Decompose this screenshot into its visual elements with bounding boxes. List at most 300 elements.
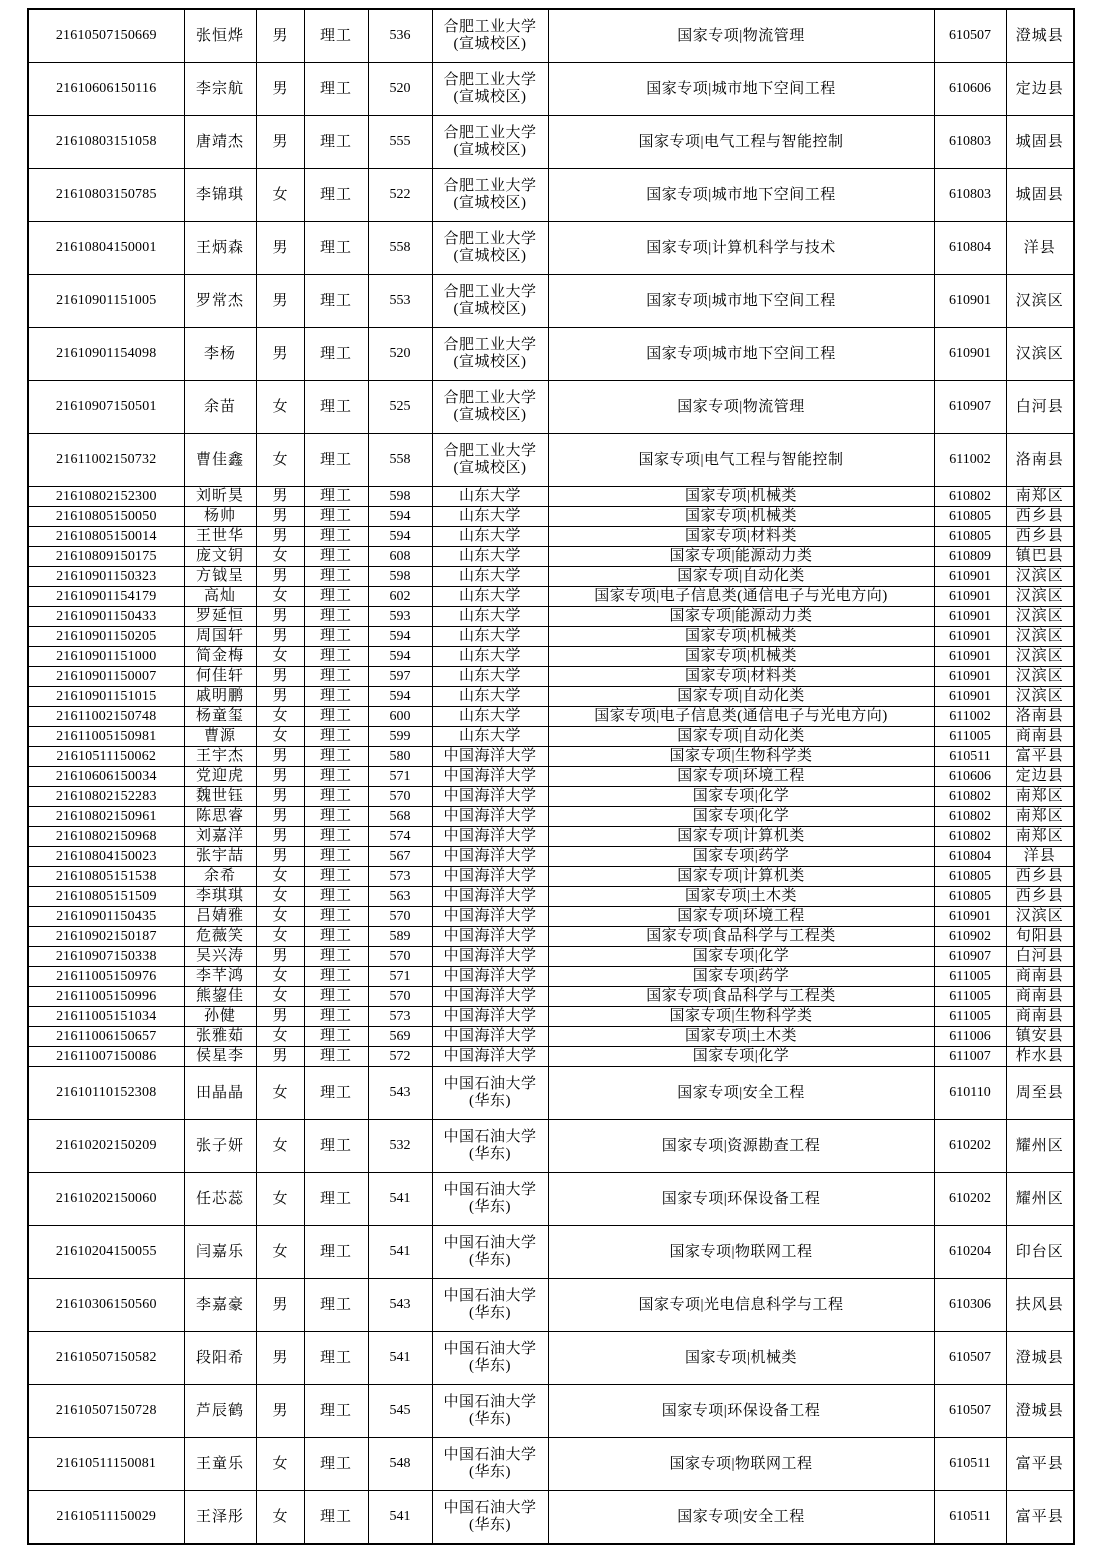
score-cell: 553 bbox=[368, 275, 432, 328]
university-name-line1: 合肥工业大学 bbox=[443, 443, 537, 460]
university-cell: 中国海洋大学 bbox=[432, 1007, 548, 1027]
candidate-name-cell: 李琪琪 bbox=[184, 887, 256, 907]
score-cell: 571 bbox=[368, 967, 432, 987]
candidate-sex-cell: 男 bbox=[256, 787, 304, 807]
district-name-cell: 商南县 bbox=[1006, 1007, 1074, 1027]
candidate-sex-cell: 女 bbox=[256, 169, 304, 222]
candidate-id-cell: 21610805151509 bbox=[28, 887, 184, 907]
score-cell: 594 bbox=[368, 627, 432, 647]
major-cell: 国家专项|安全工程 bbox=[548, 1067, 934, 1120]
district-code-cell: 610202 bbox=[934, 1173, 1006, 1226]
major-cell: 国家专项|化学 bbox=[548, 787, 934, 807]
score-cell: 543 bbox=[368, 1279, 432, 1332]
candidate-sex-cell: 男 bbox=[256, 63, 304, 116]
major-cell: 国家专项|环保设备工程 bbox=[548, 1385, 934, 1438]
university-cell: 山东大学 bbox=[432, 707, 548, 727]
table-row bbox=[28, 967, 1074, 987]
district-name-cell: 洋县 bbox=[1006, 847, 1074, 867]
candidate-name-cell: 侯星李 bbox=[184, 1047, 256, 1067]
university-cell bbox=[432, 1438, 548, 1491]
candidate-id-cell: 21610202150209 bbox=[28, 1120, 184, 1173]
candidate-name-cell: 吴兴涛 bbox=[184, 947, 256, 967]
score-cell: 602 bbox=[368, 587, 432, 607]
table-row bbox=[28, 63, 1074, 116]
major-cell: 国家专项|机械类 bbox=[548, 487, 934, 507]
candidate-id-cell: 21610901151000 bbox=[28, 647, 184, 667]
district-name-cell: 富平县 bbox=[1006, 747, 1074, 767]
candidate-sex-cell: 男 bbox=[256, 1332, 304, 1385]
candidate-name-cell: 李宗航 bbox=[184, 63, 256, 116]
university-cell: 中国海洋大学 bbox=[432, 987, 548, 1007]
candidate-sex-cell: 男 bbox=[256, 627, 304, 647]
table-row bbox=[28, 767, 1074, 787]
district-code-cell: 611006 bbox=[934, 1027, 1006, 1047]
score-cell: 572 bbox=[368, 1047, 432, 1067]
district-code-cell: 610511 bbox=[934, 747, 1006, 767]
candidate-id-cell: 21610901151005 bbox=[28, 275, 184, 328]
district-code-cell: 610507 bbox=[934, 9, 1006, 63]
candidate-id-cell: 21611005150996 bbox=[28, 987, 184, 1007]
score-cell: 580 bbox=[368, 747, 432, 767]
subject-type-cell: 理工 bbox=[304, 807, 368, 827]
university-name-line1: 合肥工业大学 bbox=[443, 178, 537, 195]
table-body bbox=[28, 9, 1074, 1544]
subject-type-cell: 理工 bbox=[304, 887, 368, 907]
candidate-name-cell: 危薇笑 bbox=[184, 927, 256, 947]
university-name-line2: (华东) bbox=[469, 1358, 511, 1374]
score-cell: 567 bbox=[368, 847, 432, 867]
score-cell: 520 bbox=[368, 63, 432, 116]
table-row bbox=[28, 727, 1074, 747]
candidate-id-cell: 21610802152300 bbox=[28, 487, 184, 507]
score-cell: 536 bbox=[368, 9, 432, 63]
candidate-name-cell: 芦辰鹤 bbox=[184, 1385, 256, 1438]
table-row bbox=[28, 567, 1074, 587]
district-code-cell: 610901 bbox=[934, 328, 1006, 381]
subject-type-cell: 理工 bbox=[304, 567, 368, 587]
subject-type-cell: 理工 bbox=[304, 767, 368, 787]
major-cell: 国家专项|能源动力类 bbox=[548, 547, 934, 567]
candidate-id-cell: 21610805150050 bbox=[28, 507, 184, 527]
subject-type-cell: 理工 bbox=[304, 787, 368, 807]
candidate-sex-cell: 男 bbox=[256, 116, 304, 169]
candidate-sex-cell: 女 bbox=[256, 1027, 304, 1047]
district-name-cell: 商南县 bbox=[1006, 967, 1074, 987]
candidate-name-cell: 党迎虎 bbox=[184, 767, 256, 787]
district-code-cell: 610809 bbox=[934, 547, 1006, 567]
subject-type-cell: 理工 bbox=[304, 434, 368, 487]
candidate-id-cell: 21610511150081 bbox=[28, 1438, 184, 1491]
subject-type-cell: 理工 bbox=[304, 607, 368, 627]
district-code-cell: 610306 bbox=[934, 1279, 1006, 1332]
major-cell: 国家专项|自动化类 bbox=[548, 567, 934, 587]
candidate-id-cell: 21611002150732 bbox=[28, 434, 184, 487]
university-cell bbox=[432, 116, 548, 169]
score-cell: 541 bbox=[368, 1173, 432, 1226]
score-cell: 532 bbox=[368, 1120, 432, 1173]
table-row bbox=[28, 907, 1074, 927]
candidate-sex-cell: 女 bbox=[256, 927, 304, 947]
district-name-cell: 洛南县 bbox=[1006, 434, 1074, 487]
district-name-cell: 定边县 bbox=[1006, 63, 1074, 116]
candidate-id-cell: 21610802152283 bbox=[28, 787, 184, 807]
university-name-line2: (宣城校区) bbox=[453, 301, 527, 317]
university-cell bbox=[432, 1332, 548, 1385]
subject-type-cell: 理工 bbox=[304, 1438, 368, 1491]
candidate-sex-cell: 女 bbox=[256, 1120, 304, 1173]
district-name-cell: 汉滨区 bbox=[1006, 667, 1074, 687]
candidate-name-cell: 孙健 bbox=[184, 1007, 256, 1027]
table-row bbox=[28, 527, 1074, 547]
university-cell bbox=[432, 63, 548, 116]
university-name-line1: 中国石油大学 bbox=[443, 1288, 537, 1305]
university-cell: 中国海洋大学 bbox=[432, 847, 548, 867]
major-cell: 国家专项|机械类 bbox=[548, 627, 934, 647]
candidate-name-cell: 庞文钥 bbox=[184, 547, 256, 567]
subject-type-cell: 理工 bbox=[304, 116, 368, 169]
university-name-line1: 合肥工业大学 bbox=[443, 390, 537, 407]
district-code-cell: 610901 bbox=[934, 567, 1006, 587]
university-cell bbox=[432, 275, 548, 328]
candidate-name-cell: 杨帅 bbox=[184, 507, 256, 527]
candidate-name-cell: 段阳希 bbox=[184, 1332, 256, 1385]
candidate-sex-cell: 女 bbox=[256, 1491, 304, 1545]
table-row bbox=[28, 9, 1074, 63]
table-row bbox=[28, 1027, 1074, 1047]
university-cell: 山东大学 bbox=[432, 647, 548, 667]
university-cell: 山东大学 bbox=[432, 587, 548, 607]
major-cell: 国家专项|机械类 bbox=[548, 1332, 934, 1385]
subject-type-cell: 理工 bbox=[304, 169, 368, 222]
university-cell bbox=[432, 1279, 548, 1332]
major-cell: 国家专项|电子信息类(通信电子与光电方向) bbox=[548, 707, 934, 727]
university-cell: 中国海洋大学 bbox=[432, 767, 548, 787]
major-cell: 国家专项|化学 bbox=[548, 807, 934, 827]
major-cell: 国家专项|计算机科学与技术 bbox=[548, 222, 934, 275]
candidate-id-cell: 21610901150205 bbox=[28, 627, 184, 647]
candidate-name-cell: 王泽彤 bbox=[184, 1491, 256, 1545]
table-row bbox=[28, 222, 1074, 275]
table-row bbox=[28, 169, 1074, 222]
candidate-id-cell: 21611005151034 bbox=[28, 1007, 184, 1027]
candidate-id-cell: 21610110152308 bbox=[28, 1067, 184, 1120]
candidate-name-cell: 魏世钰 bbox=[184, 787, 256, 807]
university-cell: 中国海洋大学 bbox=[432, 1047, 548, 1067]
table-row bbox=[28, 1279, 1074, 1332]
score-cell: 570 bbox=[368, 947, 432, 967]
district-code-cell: 610901 bbox=[934, 587, 1006, 607]
subject-type-cell: 理工 bbox=[304, 1332, 368, 1385]
admission-results-sheet bbox=[0, 8, 1103, 1533]
candidate-sex-cell: 女 bbox=[256, 887, 304, 907]
university-cell bbox=[432, 1385, 548, 1438]
candidate-sex-cell: 男 bbox=[256, 667, 304, 687]
university-cell: 山东大学 bbox=[432, 687, 548, 707]
subject-type-cell: 理工 bbox=[304, 987, 368, 1007]
district-name-cell: 澄城县 bbox=[1006, 9, 1074, 63]
table-row bbox=[28, 947, 1074, 967]
subject-type-cell: 理工 bbox=[304, 1067, 368, 1120]
district-name-cell: 扶风县 bbox=[1006, 1279, 1074, 1332]
subject-type-cell: 理工 bbox=[304, 587, 368, 607]
district-name-cell: 印台区 bbox=[1006, 1226, 1074, 1279]
district-code-cell: 610805 bbox=[934, 507, 1006, 527]
university-name-line2: (华东) bbox=[469, 1305, 511, 1321]
university-cell bbox=[432, 434, 548, 487]
candidate-sex-cell: 男 bbox=[256, 747, 304, 767]
candidate-sex-cell: 女 bbox=[256, 1067, 304, 1120]
candidate-id-cell: 21610804150001 bbox=[28, 222, 184, 275]
university-name-line2: (华东) bbox=[469, 1517, 511, 1533]
major-cell: 国家专项|环境工程 bbox=[548, 767, 934, 787]
district-code-cell: 611002 bbox=[934, 707, 1006, 727]
university-cell bbox=[432, 1120, 548, 1173]
candidate-name-cell: 王童乐 bbox=[184, 1438, 256, 1491]
score-cell: 594 bbox=[368, 507, 432, 527]
district-code-cell: 610507 bbox=[934, 1385, 1006, 1438]
subject-type-cell: 理工 bbox=[304, 547, 368, 567]
candidate-sex-cell: 男 bbox=[256, 9, 304, 63]
candidate-name-cell: 张子妍 bbox=[184, 1120, 256, 1173]
admission-results-table bbox=[27, 8, 1075, 1545]
university-cell: 中国海洋大学 bbox=[432, 1027, 548, 1047]
district-code-cell: 610901 bbox=[934, 275, 1006, 328]
table-row bbox=[28, 381, 1074, 434]
candidate-name-cell: 李锦琪 bbox=[184, 169, 256, 222]
major-cell: 国家专项|物流管理 bbox=[548, 381, 934, 434]
district-code-cell: 610805 bbox=[934, 887, 1006, 907]
candidate-name-cell: 熊鋆佳 bbox=[184, 987, 256, 1007]
candidate-id-cell: 21610809150175 bbox=[28, 547, 184, 567]
score-cell: 543 bbox=[368, 1067, 432, 1120]
score-cell: 570 bbox=[368, 907, 432, 927]
candidate-sex-cell: 男 bbox=[256, 1047, 304, 1067]
candidate-sex-cell: 女 bbox=[256, 1438, 304, 1491]
candidate-sex-cell: 男 bbox=[256, 1279, 304, 1332]
candidate-id-cell: 21610907150338 bbox=[28, 947, 184, 967]
candidate-sex-cell: 女 bbox=[256, 381, 304, 434]
candidate-id-cell: 21610511150029 bbox=[28, 1491, 184, 1545]
district-code-cell: 610802 bbox=[934, 487, 1006, 507]
subject-type-cell: 理工 bbox=[304, 927, 368, 947]
candidate-name-cell: 田晶晶 bbox=[184, 1067, 256, 1120]
major-cell: 国家专项|城市地下空间工程 bbox=[548, 169, 934, 222]
district-code-cell: 610511 bbox=[934, 1438, 1006, 1491]
district-code-cell: 610901 bbox=[934, 627, 1006, 647]
district-name-cell: 汉滨区 bbox=[1006, 907, 1074, 927]
table-row bbox=[28, 827, 1074, 847]
district-name-cell: 定边县 bbox=[1006, 767, 1074, 787]
district-code-cell: 610802 bbox=[934, 827, 1006, 847]
candidate-name-cell: 吕婧雅 bbox=[184, 907, 256, 927]
candidate-id-cell: 21610306150560 bbox=[28, 1279, 184, 1332]
candidate-name-cell: 周国轩 bbox=[184, 627, 256, 647]
table-row bbox=[28, 867, 1074, 887]
subject-type-cell: 理工 bbox=[304, 847, 368, 867]
major-cell: 国家专项|电气工程与智能控制 bbox=[548, 434, 934, 487]
district-code-cell: 610606 bbox=[934, 63, 1006, 116]
district-name-cell: 汉滨区 bbox=[1006, 275, 1074, 328]
university-cell bbox=[432, 1491, 548, 1545]
district-name-cell: 澄城县 bbox=[1006, 1332, 1074, 1385]
university-name-line1: 中国石油大学 bbox=[443, 1447, 537, 1464]
major-cell: 国家专项|药学 bbox=[548, 847, 934, 867]
major-cell: 国家专项|城市地下空间工程 bbox=[548, 63, 934, 116]
major-cell: 国家专项|化学 bbox=[548, 1047, 934, 1067]
candidate-sex-cell: 男 bbox=[256, 222, 304, 275]
candidate-sex-cell: 女 bbox=[256, 727, 304, 747]
university-cell: 中国海洋大学 bbox=[432, 827, 548, 847]
candidate-id-cell: 21610901154098 bbox=[28, 328, 184, 381]
university-name-line2: (宣城校区) bbox=[453, 89, 527, 105]
table-row bbox=[28, 647, 1074, 667]
candidate-id-cell: 21610204150055 bbox=[28, 1226, 184, 1279]
university-name-line1: 合肥工业大学 bbox=[443, 19, 537, 36]
major-cell: 国家专项|电气工程与智能控制 bbox=[548, 116, 934, 169]
major-cell: 国家专项|安全工程 bbox=[548, 1491, 934, 1545]
candidate-id-cell: 21610907150501 bbox=[28, 381, 184, 434]
district-code-cell: 610902 bbox=[934, 927, 1006, 947]
university-cell: 中国海洋大学 bbox=[432, 747, 548, 767]
district-name-cell: 南郑区 bbox=[1006, 827, 1074, 847]
table-row bbox=[28, 487, 1074, 507]
subject-type-cell: 理工 bbox=[304, 747, 368, 767]
candidate-id-cell: 21610606150116 bbox=[28, 63, 184, 116]
candidate-sex-cell: 男 bbox=[256, 947, 304, 967]
candidate-id-cell: 21610805150014 bbox=[28, 527, 184, 547]
score-cell: 558 bbox=[368, 434, 432, 487]
candidate-name-cell: 罗常杰 bbox=[184, 275, 256, 328]
district-code-cell: 610907 bbox=[934, 947, 1006, 967]
candidate-name-cell: 简金梅 bbox=[184, 647, 256, 667]
district-name-cell: 城固县 bbox=[1006, 169, 1074, 222]
score-cell: 525 bbox=[368, 381, 432, 434]
table-row bbox=[28, 434, 1074, 487]
university-cell: 山东大学 bbox=[432, 627, 548, 647]
candidate-name-cell: 曹源 bbox=[184, 727, 256, 747]
table-row bbox=[28, 607, 1074, 627]
subject-type-cell: 理工 bbox=[304, 687, 368, 707]
subject-type-cell: 理工 bbox=[304, 667, 368, 687]
candidate-sex-cell: 男 bbox=[256, 527, 304, 547]
major-cell: 国家专项|电子信息类(通信电子与光电方向) bbox=[548, 587, 934, 607]
candidate-sex-cell: 女 bbox=[256, 1173, 304, 1226]
district-name-cell: 西乡县 bbox=[1006, 507, 1074, 527]
major-cell: 国家专项|能源动力类 bbox=[548, 607, 934, 627]
candidate-sex-cell: 男 bbox=[256, 275, 304, 328]
score-cell: 594 bbox=[368, 687, 432, 707]
candidate-sex-cell: 男 bbox=[256, 328, 304, 381]
major-cell: 国家专项|自动化类 bbox=[548, 687, 934, 707]
district-code-cell: 610805 bbox=[934, 867, 1006, 887]
major-cell: 国家专项|城市地下空间工程 bbox=[548, 328, 934, 381]
district-name-cell: 洋县 bbox=[1006, 222, 1074, 275]
district-name-cell: 镇巴县 bbox=[1006, 547, 1074, 567]
major-cell: 国家专项|机械类 bbox=[548, 647, 934, 667]
district-code-cell: 611002 bbox=[934, 434, 1006, 487]
university-name-line2: (华东) bbox=[469, 1146, 511, 1162]
district-code-cell: 610202 bbox=[934, 1120, 1006, 1173]
university-cell: 山东大学 bbox=[432, 727, 548, 747]
candidate-id-cell: 21611002150748 bbox=[28, 707, 184, 727]
table-row bbox=[28, 1067, 1074, 1120]
subject-type-cell: 理工 bbox=[304, 381, 368, 434]
major-cell: 国家专项|土木类 bbox=[548, 1027, 934, 1047]
candidate-sex-cell: 女 bbox=[256, 967, 304, 987]
candidate-id-cell: 21610901150433 bbox=[28, 607, 184, 627]
district-name-cell: 耀州区 bbox=[1006, 1120, 1074, 1173]
candidate-name-cell: 方钺呈 bbox=[184, 567, 256, 587]
district-name-cell: 柞水县 bbox=[1006, 1047, 1074, 1067]
table-row bbox=[28, 1332, 1074, 1385]
major-cell: 国家专项|物流管理 bbox=[548, 9, 934, 63]
table-row bbox=[28, 1385, 1074, 1438]
district-name-cell: 南郑区 bbox=[1006, 487, 1074, 507]
university-name-line2: (宣城校区) bbox=[453, 195, 527, 211]
candidate-id-cell: 21610606150034 bbox=[28, 767, 184, 787]
candidate-name-cell: 余苗 bbox=[184, 381, 256, 434]
major-cell: 国家专项|光电信息科学与工程 bbox=[548, 1279, 934, 1332]
score-cell: 594 bbox=[368, 647, 432, 667]
candidate-name-cell: 李嘉豪 bbox=[184, 1279, 256, 1332]
candidate-id-cell: 21610901150323 bbox=[28, 567, 184, 587]
candidate-name-cell: 任芯蕊 bbox=[184, 1173, 256, 1226]
candidate-sex-cell: 女 bbox=[256, 907, 304, 927]
major-cell: 国家专项|城市地下空间工程 bbox=[548, 275, 934, 328]
university-cell: 山东大学 bbox=[432, 527, 548, 547]
score-cell: 593 bbox=[368, 607, 432, 627]
university-name-line2: (华东) bbox=[469, 1093, 511, 1109]
candidate-name-cell: 李杨 bbox=[184, 328, 256, 381]
major-cell: 国家专项|环境工程 bbox=[548, 907, 934, 927]
candidate-name-cell: 闫嘉乐 bbox=[184, 1226, 256, 1279]
candidate-name-cell: 王炳森 bbox=[184, 222, 256, 275]
district-name-cell: 商南县 bbox=[1006, 727, 1074, 747]
candidate-sex-cell: 男 bbox=[256, 687, 304, 707]
district-code-cell: 610606 bbox=[934, 767, 1006, 787]
university-name-line1: 合肥工业大学 bbox=[443, 125, 537, 142]
subject-type-cell: 理工 bbox=[304, 1047, 368, 1067]
table-row bbox=[28, 1226, 1074, 1279]
district-name-cell: 富平县 bbox=[1006, 1438, 1074, 1491]
subject-type-cell: 理工 bbox=[304, 1385, 368, 1438]
score-cell: 599 bbox=[368, 727, 432, 747]
district-name-cell: 旬阳县 bbox=[1006, 927, 1074, 947]
score-cell: 541 bbox=[368, 1491, 432, 1545]
table-row bbox=[28, 1173, 1074, 1226]
district-code-cell: 610803 bbox=[934, 116, 1006, 169]
university-cell bbox=[432, 328, 548, 381]
table-row bbox=[28, 275, 1074, 328]
table-row bbox=[28, 507, 1074, 527]
district-name-cell: 汉滨区 bbox=[1006, 567, 1074, 587]
candidate-id-cell: 21611005150976 bbox=[28, 967, 184, 987]
score-cell: 569 bbox=[368, 1027, 432, 1047]
candidate-id-cell: 21610507150728 bbox=[28, 1385, 184, 1438]
score-cell: 574 bbox=[368, 827, 432, 847]
table-row bbox=[28, 667, 1074, 687]
district-name-cell: 汉滨区 bbox=[1006, 687, 1074, 707]
score-cell: 541 bbox=[368, 1332, 432, 1385]
university-name-line1: 中国石油大学 bbox=[443, 1076, 537, 1093]
candidate-id-cell: 21610901150007 bbox=[28, 667, 184, 687]
district-code-cell: 610901 bbox=[934, 607, 1006, 627]
university-name-line1: 合肥工业大学 bbox=[443, 337, 537, 354]
university-name-line1: 中国石油大学 bbox=[443, 1500, 537, 1517]
candidate-sex-cell: 女 bbox=[256, 1226, 304, 1279]
university-name-line2: (华东) bbox=[469, 1464, 511, 1480]
district-code-cell: 611005 bbox=[934, 967, 1006, 987]
